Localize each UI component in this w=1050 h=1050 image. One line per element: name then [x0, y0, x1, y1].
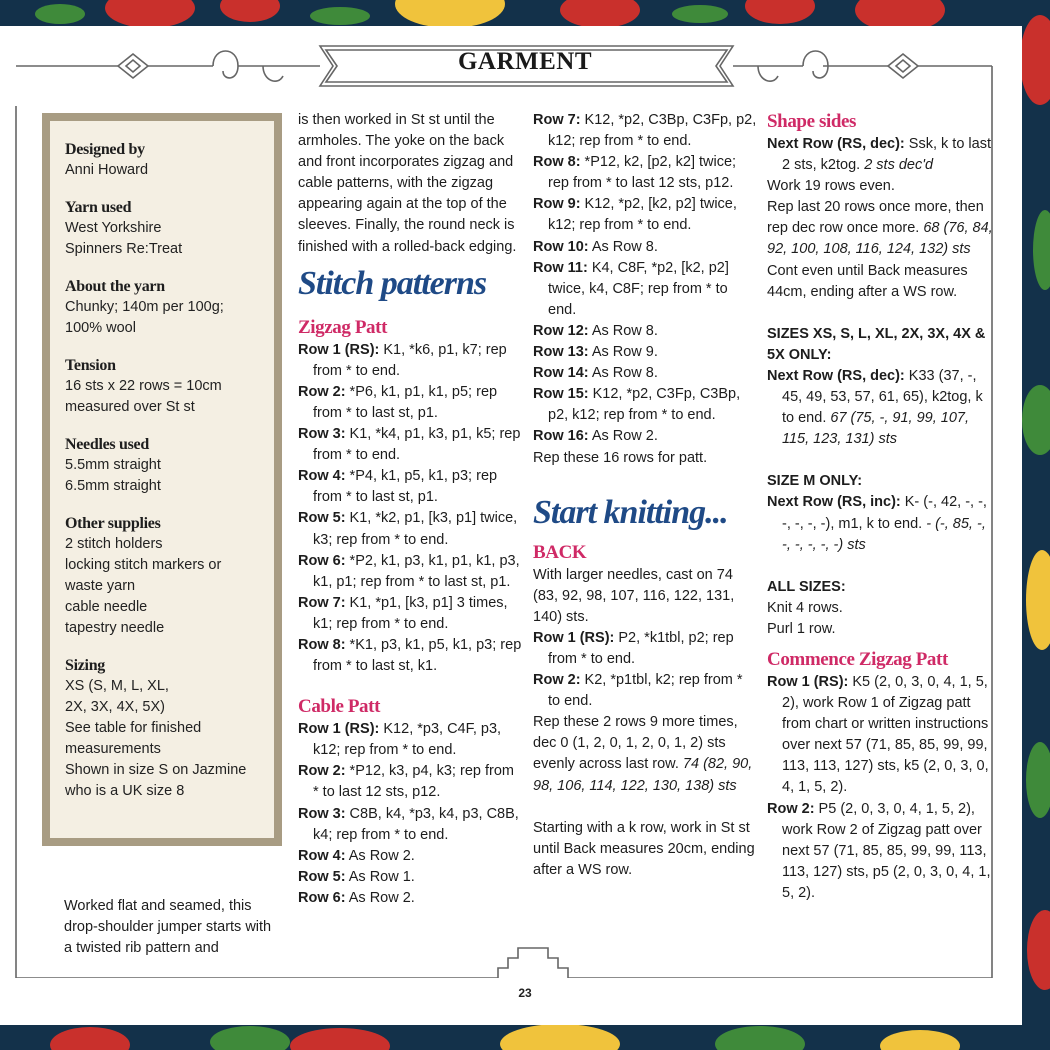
cable-row: Row 16: As Row 2.	[533, 428, 658, 445]
shape-sides-heading: Shape sides	[767, 111, 857, 132]
start-knitting-heading: Start knitting...	[533, 493, 728, 531]
commence-zigzag-heading: Commence Zigzag Patt	[767, 648, 948, 670]
yarn-line: Spinners Re:Treat	[65, 241, 183, 257]
back-rep-text: Rep these 2 rows 9 more times, dec 0 (1, 2, 0, 1, 2, 0, 1, 2) sts evenly across last row. 74 (82, 90, 98, 106, 114, 122, 130, 138) sts	[533, 714, 753, 794]
cable-row: Row 14: As Row 8.	[533, 365, 658, 382]
about-yarn-line: 100% wool	[65, 320, 136, 336]
zigzag-patt-heading: Zigzag Patt	[298, 316, 387, 338]
needles-line: 5.5mm straight	[65, 457, 161, 473]
page-number: 23	[518, 986, 532, 1000]
designer-name: Anni Howard	[65, 162, 149, 178]
size-m-row: Next Row (RS, inc): K- (-, 42, -, -, -, -, -, -), m1, k to end. - (-, 85, -, -, -, -, -, -) sts	[767, 494, 987, 553]
tension-group	[65, 355, 260, 418]
sizing-line: See table for finished	[65, 720, 202, 736]
zigzag-row: Row 4: *P4, k1, p5, k1, p3; rep from * to last st, p1.	[298, 468, 498, 506]
supplies-heading: Other supplies	[65, 515, 161, 532]
supplies-line: waste yarn	[65, 578, 136, 594]
back-heading: BACK	[533, 541, 587, 563]
zigzag-row: Row 8: *K1, p3, k1, p5, k1, p3; rep from * to last st, k1.	[298, 636, 522, 675]
cable-patt-heading: Cable Patt	[298, 696, 381, 718]
sizing-line: 2X, 3X, 4X, 5X)	[65, 699, 165, 715]
cable-row: Row 8: *P12, k2, [p2, k2] twice; rep from * to last 12 sts, p12.	[533, 154, 737, 192]
cable-row: Row 4: As Row 2.	[298, 847, 415, 864]
shape-sides-work: Work 19 rows even.	[767, 178, 895, 195]
shape-sides-row: Next Row (RS, dec): Ssk, k to last 2 sts, k2tog. 2 sts dec'd	[767, 136, 991, 174]
supplies-line: 2 stitch holders	[65, 536, 163, 552]
needles-group	[65, 434, 260, 497]
sizes-xs-heading: SIZES XS, S, L, XL, 2X, 3X, 4X & 5X ONLY:	[767, 325, 986, 363]
back-st-st: Starting with a k row, work in St st until Back measures 20cm, ending after a WS row.	[533, 819, 755, 878]
back-row-1: Row 1 (RS): P2, *k1tbl, p2; rep from * to end.	[533, 629, 734, 667]
yarn-line: West Yorkshire	[65, 220, 162, 236]
needles-line: 6.5mm straight	[65, 478, 161, 494]
info-sidebar-inner	[50, 121, 274, 838]
commence-row-1: Row 1 (RS): K5 (2, 0, 3, 0, 4, 1, 5, 2), work Row 1 of Zigzag patt from chart or written instructions over next 57 (71, 85, 85, 99, 99, 113, 113, 127) sts, k5 (2, 0, 3, 0, 4, 1, 5, 2).	[767, 673, 989, 796]
stitch-patterns-heading: Stitch patterns	[298, 264, 487, 302]
sizing-heading: Sizing	[65, 657, 105, 674]
cable-row: Row 12: As Row 8.	[533, 322, 658, 339]
sizing-line: Shown in size S on Jazmine	[65, 762, 247, 778]
cable-row: Row 13: As Row 9.	[533, 344, 658, 361]
zigzag-row: Row 2: *P6, k1, p1, k1, p5; rep from * to last st, p1.	[298, 383, 498, 421]
designer-group	[65, 139, 260, 181]
sizing-group	[65, 655, 260, 802]
supplies-line: locking stitch markers or	[65, 557, 222, 573]
about-yarn-group	[65, 276, 260, 339]
cable-row: Row 5: As Row 1.	[298, 868, 415, 885]
all-sizes-heading: ALL SIZES:	[767, 578, 846, 595]
supplies-group	[65, 513, 260, 639]
zigzag-row: Row 6: *P2, k1, p3, k1, p1, k1, p3, k1, p1; rep from * to last st, p1.	[298, 552, 520, 590]
designer-heading: Designed by	[65, 141, 145, 158]
cable-row: Row 3: C8B, k4, *p3, k4, p3, C8B, k4; rep from * to end.	[298, 805, 519, 843]
sizes-xs-row: Next Row (RS, dec): K33 (37, -, 45, 49, 53, 57, 61, 65), k2tog, k to end. 67 (75, -, 91, 99, 107, 115, 123, 131) sts	[767, 367, 983, 448]
intro-text-part1	[64, 896, 279, 959]
cable-repeat-note: Rep these 16 rows for patt.	[533, 449, 708, 466]
shape-sides-rep: Rep last 20 rows once more, then rep dec row once more. 68 (76, 84, 92, 100, 108, 116, 124, 132) sts	[767, 199, 993, 258]
cable-row: Row 6: As Row 2.	[298, 889, 415, 906]
commence-row-2: Row 2: P5 (2, 0, 3, 0, 4, 1, 5, 2), work Row 2 of Zigzag patt over next 57 (71, 85, 85, 99, 99, 113, 113, 127) sts, p5 (2, 0, 3, 0, 4, 1, 5, 2).	[767, 800, 991, 901]
sizing-line: measurements	[65, 741, 161, 757]
supplies-line: tapestry needle	[65, 620, 165, 636]
back-cast-on: With larger needles, cast on 74 (83, 92, 98, 107, 116, 122, 131, 140) sts.	[533, 566, 735, 625]
column-2	[298, 110, 523, 909]
yarn-heading: Yarn used	[65, 199, 132, 216]
page-title	[320, 40, 730, 84]
about-yarn-heading: About the yarn	[65, 278, 165, 295]
all-sizes-purl: Purl 1 row.	[767, 620, 836, 637]
yarn-group	[65, 197, 260, 260]
supplies-line: cable needle	[65, 599, 148, 615]
shape-sides-cont: Cont even until Back measures 44cm, ending after a WS row.	[767, 262, 968, 300]
cable-row: Row 9: K12, *p2, [k2, p2] twice, k12; rep from * to end.	[533, 196, 737, 234]
page-title-text: GARMENT	[457, 48, 593, 75]
cable-row: Row 10: As Row 8.	[533, 238, 658, 255]
sizing-line: XS (S, M, L, XL,	[65, 678, 169, 694]
column-3	[533, 110, 758, 881]
column-4	[767, 110, 993, 904]
tension-heading: Tension	[65, 357, 116, 374]
zigzag-row: Row 1 (RS): K1, *k6, p1, k7; rep from * to end.	[298, 341, 507, 379]
intro-paragraph-2: is then worked in St st until the armholes. The yoke on the back and front incorporates zigzag and cable patterns, with the zigzag appearing again at the top of the sleeves. Finally, the round neck is finished with a rolled-back edging.	[298, 112, 517, 255]
intro-paragraph-1: Worked flat and seamed, this drop-shoulder jumper starts with a twisted rib pattern and	[64, 898, 272, 957]
tension-line: measured over St st	[65, 399, 195, 415]
size-m-heading: SIZE M ONLY:	[767, 473, 863, 490]
info-sidebar	[42, 113, 282, 846]
cable-row: Row 2: *P12, k3, p4, k3; rep from * to last 12 sts, p12.	[298, 763, 514, 801]
back-row-2: Row 2: K2, *p1tbl, k2; rep from * to end.	[533, 672, 743, 710]
zigzag-row: Row 5: K1, *k2, p1, [k3, p1] twice, k3; rep from * to end.	[298, 510, 518, 548]
tension-line: 16 sts x 22 rows = 10cm	[65, 378, 222, 394]
zigzag-row: Row 7: K1, *p1, [k3, p1] 3 times, k1; rep from * to end.	[298, 594, 508, 632]
sizing-line: who is a UK size 8	[65, 783, 185, 799]
cable-row: Row 11: K4, C8F, *p2, [k2, p2] twice, k4, C8F; rep from * to end.	[533, 259, 729, 318]
zigzag-row: Row 3: K1, *k4, p1, k3, p1, k5; rep from * to end.	[298, 426, 521, 464]
cable-row: Row 15: K12, *p2, C3Fp, C3Bp, p2, k12; rep from * to end.	[533, 386, 741, 424]
about-yarn-line: Chunky; 140m per 100g;	[65, 299, 224, 315]
needles-heading: Needles used	[65, 436, 149, 453]
cable-row: Row 7: K12, *p2, C3Bp, C3Fp, p2, k12; rep from * to end.	[533, 112, 757, 150]
all-sizes-knit: Knit 4 rows.	[767, 599, 843, 616]
page-number-badge	[490, 968, 560, 1008]
cable-row: Row 1 (RS): K12, *p3, C4F, p3, k12; rep from * to end.	[298, 721, 502, 759]
